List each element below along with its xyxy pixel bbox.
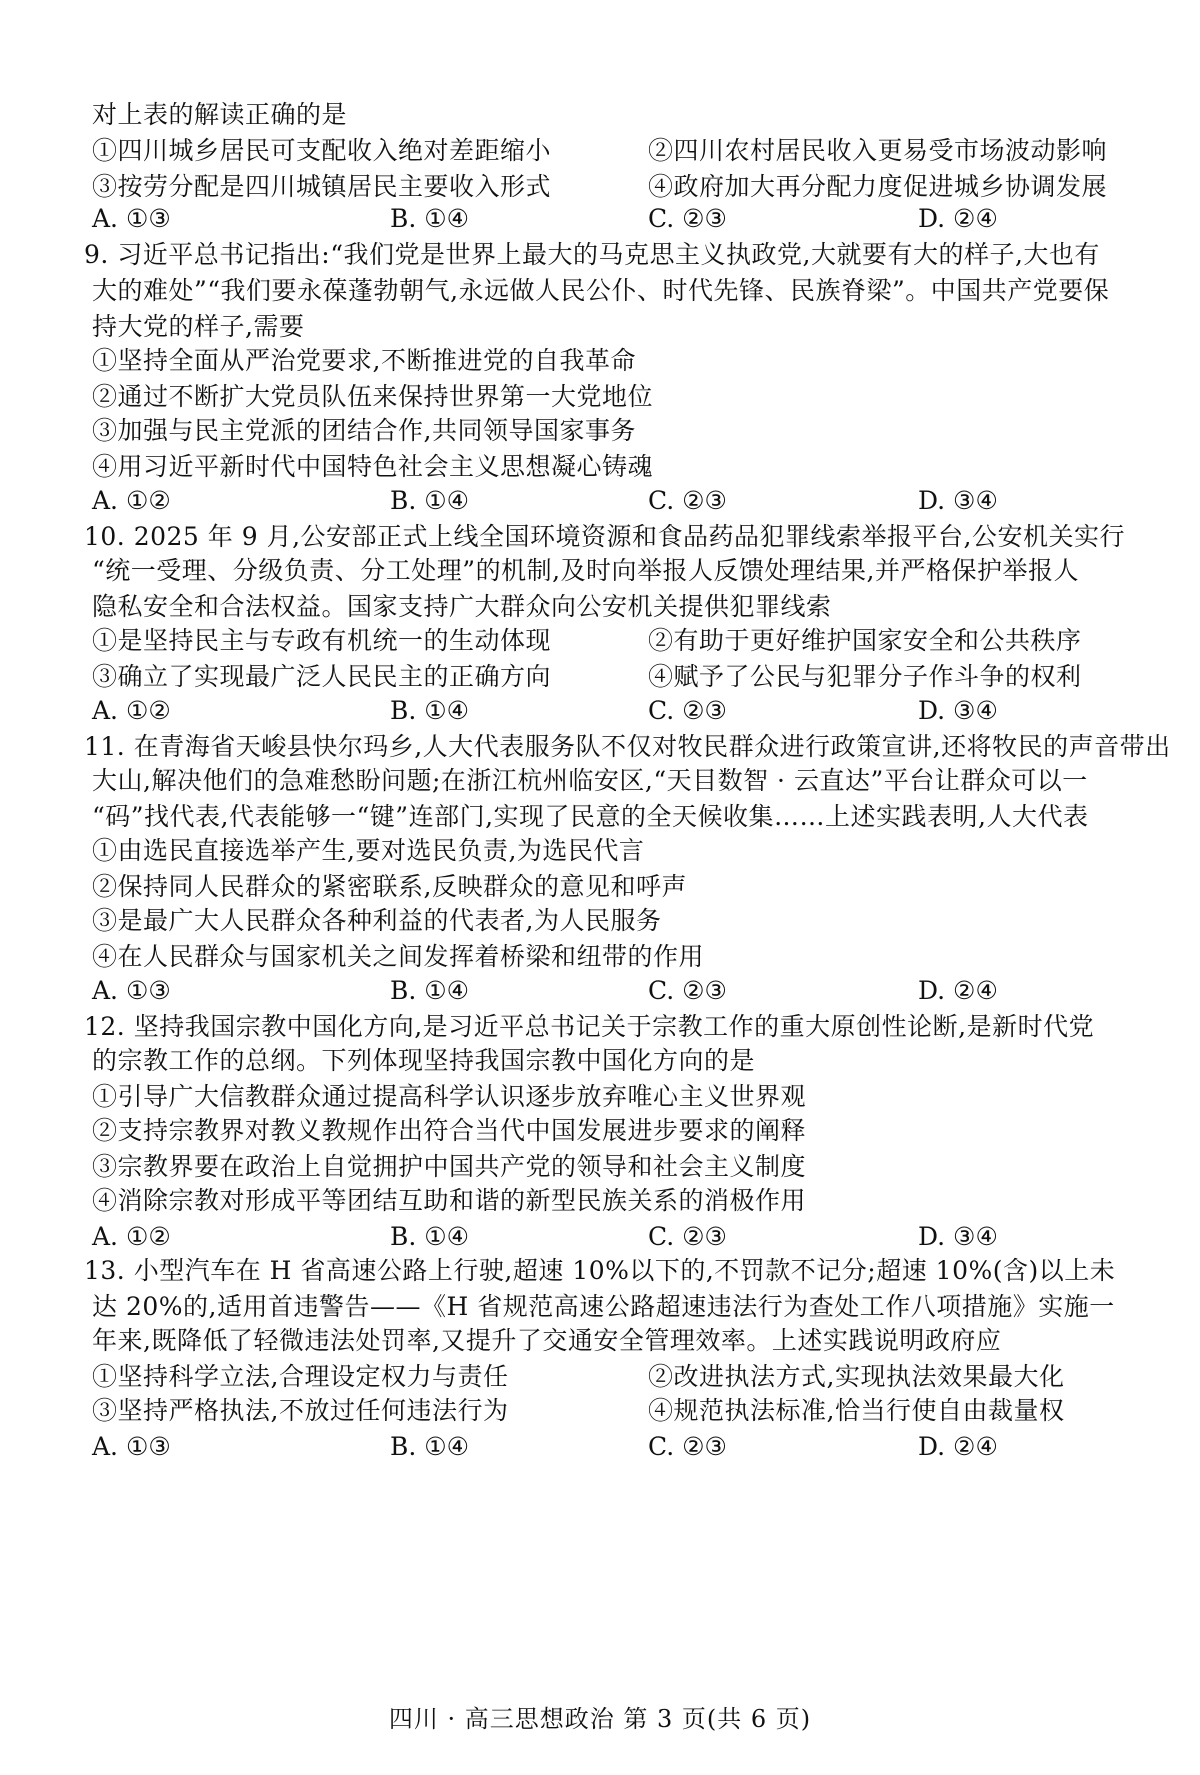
q9-option-b: B. ①④ xyxy=(390,486,470,515)
q9-statement-3: ③加强与民主党派的团结合作,共同领导国家事务 xyxy=(92,416,636,445)
q13-statement-1: ①坚持科学立法,合理设定权力与责任 xyxy=(92,1362,509,1391)
q11-option-a: A. ①③ xyxy=(92,976,171,1005)
q10-stem-line-3: 隐私安全和合法权益。国家支持广大群众向公安机关提供犯罪线索 xyxy=(92,592,832,621)
q13-statement-2: ②改进执法方式,实现执法效果最大化 xyxy=(648,1362,1065,1391)
q10-statement-3: ③确立了实现最广泛人民民主的正确方向 xyxy=(92,662,552,691)
intro-statement-1: ①四川城乡居民可支配收入绝对差距缩小 xyxy=(92,136,552,165)
q12-option-b: B. ①④ xyxy=(390,1222,470,1251)
q10-statement-2: ②有助于更好维护国家安全和公共秩序 xyxy=(648,626,1082,655)
q11-option-b: B. ①④ xyxy=(390,976,470,1005)
q12-option-d: D. ③④ xyxy=(918,1222,998,1251)
q9-statement-2: ②通过不断扩大党员队伍来保持世界第一大党地位 xyxy=(92,382,654,411)
intro-option-d: D. ②④ xyxy=(918,204,998,233)
q9-stem-line-2: 大的难处”“我们要永葆蓬勃朝气,永远做人民公仆、时代先锋、民族脊梁”。中国共产党要保 xyxy=(92,276,1110,305)
q13-stem-line-3: 年来,既降低了轻微违法处罚率,又提升了交通安全管理效率。上述实践说明政府应 xyxy=(92,1326,1002,1355)
q11-statement-4: ④在人民群众与国家机关之间发挥着桥梁和纽带的作用 xyxy=(92,942,705,971)
q13-option-a: A. ①③ xyxy=(92,1432,171,1461)
q9-option-a: A. ①② xyxy=(92,486,171,515)
q12-statement-1: ①引导广大信教群众通过提高科学认识逐步放弃唯心主义世界观 xyxy=(92,1082,807,1111)
q13-stem-line-2: 达 20%的,适用首违警告——《H 省规范高速公路超速违法行为查处工作八项措施》实施一 xyxy=(92,1292,1115,1321)
q12-option-c: C. ②③ xyxy=(648,1222,727,1251)
q10-option-b: B. ①④ xyxy=(390,696,470,725)
q10-option-d: D. ③④ xyxy=(918,696,998,725)
page-footer: 四川 · 高三思想政治 第 3 页(共 6 页) xyxy=(388,1705,812,1733)
q11-stem-line-1: 11. 在青海省天峻县快尔玛乡,人大代表服务队不仅对牧民群众进行政策宣讲,还将牧民的声音带出 xyxy=(84,732,1171,761)
q10-option-a: A. ①② xyxy=(92,696,171,725)
q9-option-c: C. ②③ xyxy=(648,486,727,515)
intro-option-c: C. ②③ xyxy=(648,204,727,233)
q13-statement-3: ③坚持严格执法,不放过任何违法行为 xyxy=(92,1396,509,1425)
q11-option-d: D. ②④ xyxy=(918,976,998,1005)
intro-option-a: A. ①③ xyxy=(92,204,171,233)
q12-stem-line-1: 12. 坚持我国宗教中国化方向,是习近平总书记关于宗教工作的重大原创性论断,是新时代党 xyxy=(84,1012,1095,1041)
q10-statement-1: ①是坚持民主与专政有机统一的生动体现 xyxy=(92,626,552,655)
q13-statement-4: ④规范执法标准,恰当行使自由裁量权 xyxy=(648,1396,1065,1425)
q9-stem-line-1: 9. 习近平总书记指出:“我们党是世界上最大的马克思主义执政党,大就要有大的样子,大也有 xyxy=(84,240,1100,269)
q13-option-d: D. ②④ xyxy=(918,1432,998,1461)
q12-statement-2: ②支持宗教界对教义教规作出符合当代中国发展进步要求的阐释 xyxy=(92,1116,807,1145)
q11-statement-3: ③是最广大人民群众各种利益的代表者,为人民服务 xyxy=(92,906,662,935)
q10-stem-line-2: “统一受理、分级负责、分工处理”的机制,及时向举报人反馈处理结果,并严格保护举报人 xyxy=(92,556,1079,585)
q10-stem-line-1: 10. 2025 年 9 月,公安部正式上线全国环境资源和食品药品犯罪线索举报平台,公安机关实行 xyxy=(84,522,1125,551)
q12-option-a: A. ①② xyxy=(92,1222,171,1251)
intro-statement-2: ②四川农村居民收入更易受市场波动影响 xyxy=(648,136,1108,165)
q10-option-c: C. ②③ xyxy=(648,696,727,725)
q11-option-c: C. ②③ xyxy=(648,976,727,1005)
q9-stem-line-3: 持大党的样子,需要 xyxy=(92,312,305,341)
intro-prompt: 对上表的解读正确的是 xyxy=(92,100,348,129)
q11-stem-line-3: “码”找代表,代表能够一“键”连部门,实现了民意的全天候收集……上述实践表明,人大代表 xyxy=(92,802,1089,831)
q12-statement-4: ④消除宗教对形成平等团结互助和谐的新型民族关系的消极作用 xyxy=(92,1186,807,1215)
q11-statement-1: ①由选民直接选举产生,要对选民负责,为选民代言 xyxy=(92,836,645,865)
intro-statement-4: ④政府加大再分配力度促进城乡协调发展 xyxy=(648,172,1108,201)
q10-statement-4: ④赋予了公民与犯罪分子作斗争的权利 xyxy=(648,662,1082,691)
q13-stem-line-1: 13. 小型汽车在 H 省高速公路上行驶,超速 10%以下的,不罚款不记分;超速 10%(含)以上未 xyxy=(84,1256,1116,1285)
intro-option-b: B. ①④ xyxy=(390,204,470,233)
q9-statement-4: ④用习近平新时代中国特色社会主义思想凝心铸魂 xyxy=(92,452,654,481)
q12-statement-3: ③宗教界要在政治上自觉拥护中国共产党的领导和社会主义制度 xyxy=(92,1152,807,1181)
q13-option-b: B. ①④ xyxy=(390,1432,470,1461)
q9-option-d: D. ③④ xyxy=(918,486,998,515)
q12-stem-line-2: 的宗教工作的总纲。下列体现坚持我国宗教中国化方向的是 xyxy=(92,1046,756,1075)
q11-stem-line-2: 大山,解决他们的急难愁盼问题;在浙江杭州临安区,“天目数智 · 云直达”平台让群众可以一 xyxy=(92,766,1088,795)
q9-statement-1: ①坚持全面从严治党要求,不断推进党的自我革命 xyxy=(92,346,636,375)
q11-statement-2: ②保持同人民群众的紧密联系,反映群众的意见和呼声 xyxy=(92,872,687,901)
q13-option-c: C. ②③ xyxy=(648,1432,727,1461)
intro-statement-3: ③按劳分配是四川城镇居民主要收入形式 xyxy=(92,172,552,201)
